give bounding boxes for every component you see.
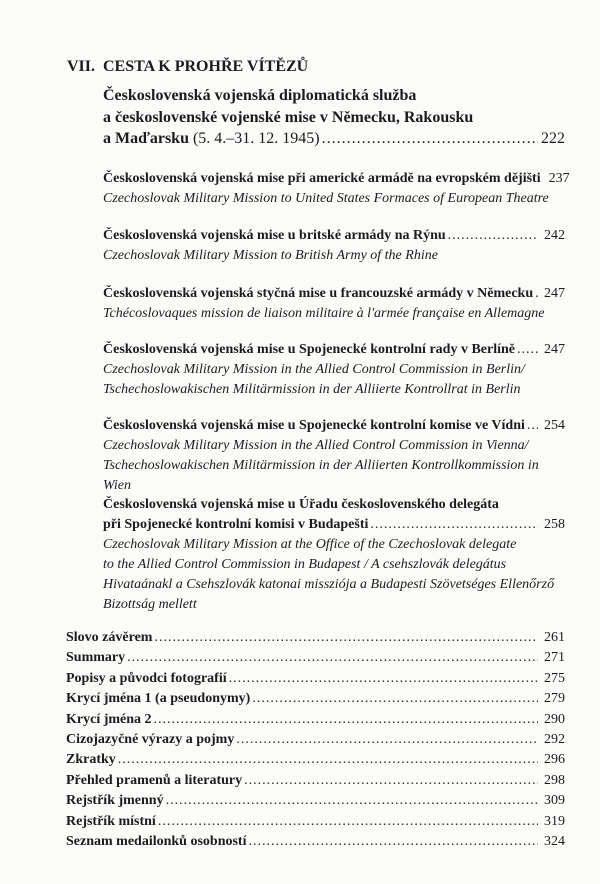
entry-translation: Tschechoslowakischen Militärmission in der Alliierte Kontrollrat in Berlin [103,382,521,397]
page-number: 309 [544,793,565,809]
dot-leader [154,710,538,730]
dot-leader [370,515,538,535]
chapter-title: CESTA K PROHŘE VÍTĚZŮ [103,58,309,75]
dot-leader [252,689,538,709]
page-number: 271 [544,650,565,666]
entry-title: Československá vojenská mise u Spojenecké kontrolní rady v Berlíně [103,342,515,357]
entry-translation: Tchécoslovaques mission de liaison militaire à l'armée française en Allemagne [103,306,545,321]
page-number: 290 [544,711,565,727]
item-label: Krycí jména 2 [66,711,152,727]
item-label: Popisy a původci fotografií [66,670,227,686]
chapter-heading [67,58,308,76]
toc-entry[interactable] [103,284,565,324]
page-number: 296 [544,752,565,768]
toc-entry[interactable] [103,416,565,496]
entry-translation: Czechoslovak Military Mission at the Office of the Czechoslovak delegate [103,537,517,552]
toc-item[interactable] [66,628,565,648]
page-number: 242 [544,228,565,243]
toc-item[interactable] [66,730,565,750]
dot-leader [166,791,538,811]
toc-item[interactable] [66,689,565,709]
toc-item[interactable] [66,771,565,791]
dot-leader [517,340,538,360]
toc-item[interactable] [66,710,565,730]
item-label: Rejstřík jmenný [66,793,164,809]
item-label: Slovo závěrem [66,630,153,645]
chapter-number: VII. [67,58,96,75]
page-number: 298 [544,772,565,788]
toc-entry[interactable] [103,340,565,400]
dot-leader [229,669,538,689]
item-label: Cizojazyčné výrazy a pojmy [66,732,235,748]
back-matter-list [66,628,565,852]
page-number: 324 [544,834,565,850]
page-number: 319 [544,813,565,829]
toc-entry[interactable] [103,169,570,209]
entry-title: Československá vojenská mise při americké armádě na evropském dějišti [103,171,541,186]
dot-leader [158,812,538,832]
page-number: 247 [544,286,565,301]
entry-title: Československá vojenská mise u britské armády na Rýnu [103,228,446,243]
entry-translation: Czechoslovak Military Mission to United States Formaces of European Theatre [103,191,549,206]
entry-title: při Spojenecké kontrolní komisi v Budapešti [103,517,369,532]
chapter-subtitle[interactable] [103,85,565,150]
page-number: 275 [544,670,565,686]
subtitle-line: a Maďarsku [103,130,189,147]
dot-leader [236,730,538,750]
entry-translation: to the Allied Control Commission in Budapest / A csehszlovák delegátus [103,557,507,572]
page-number: 258 [544,517,565,532]
dot-leader [154,628,538,648]
dot-leader [118,750,538,770]
toc-entry[interactable] [103,226,565,266]
dot-leader [127,648,538,668]
page-number: 247 [544,342,565,357]
dot-leader [448,226,538,246]
toc-item[interactable] [66,791,565,811]
entry-title: Československá vojenská mise u Úřadu československého delegáta [103,497,499,512]
page-number: 261 [544,630,565,645]
dot-leader [244,771,538,791]
entry-title: Československá vojenská mise u Spojenecké kontrolní komise ve Vídni [103,418,525,433]
toc-item[interactable] [66,648,565,668]
entry-translation: Tschechoslowakischen Militärmission in der Alliierten Kontrollkommission in Wien [103,458,539,493]
dot-leader [527,416,538,436]
entry-translation: Czechoslovak Military Mission in the Allied Control Commission in Berlin/ [103,362,525,377]
subtitle-line: a československé vojenské mise v Německu, Rakousku [103,108,474,126]
toc-item[interactable] [66,832,565,852]
dot-leader [535,284,538,304]
item-label: Seznam medailonků osobností [66,834,247,850]
toc-item[interactable] [66,750,565,770]
page-number: 254 [544,418,565,433]
page-number: 279 [544,691,565,707]
chapter-dates: (5. 4.–31. 12. 1945) [192,130,320,147]
toc-item[interactable] [66,669,565,689]
item-label: Krycí jména 1 (a pseudonymy) [66,691,251,707]
toc-entry[interactable] [103,495,565,615]
subtitle-line: Československá vojenská diplomatická služba [103,87,417,104]
entry-title: Československá vojenská styčná mise u francouzské armády v Německu [103,286,534,301]
dot-leader [248,832,538,852]
entry-translation: Hivataánakl a Csehszlovák katonai missziója a Budapesti Szövetséges Ellenőrző [103,577,555,592]
page-number: 292 [544,732,565,748]
toc-item[interactable] [66,812,565,832]
item-label: Přehled pramenů a literatury [66,772,243,788]
entry-translation: Czechoslovak Military Mission to British Army of the Rhine [103,248,438,263]
page-number: 237 [548,171,570,186]
page-number: 222 [541,130,565,147]
dot-leader [322,128,538,150]
item-label: Zkratky [66,752,116,768]
item-label: Rejstřík místní [66,813,156,829]
entry-translation: Czechoslovak Military Mission in the Allied Control Commission in Vienna/ [103,438,529,453]
entry-translation: Bizottság mellett [103,597,197,612]
item-label: Summary [66,650,126,666]
